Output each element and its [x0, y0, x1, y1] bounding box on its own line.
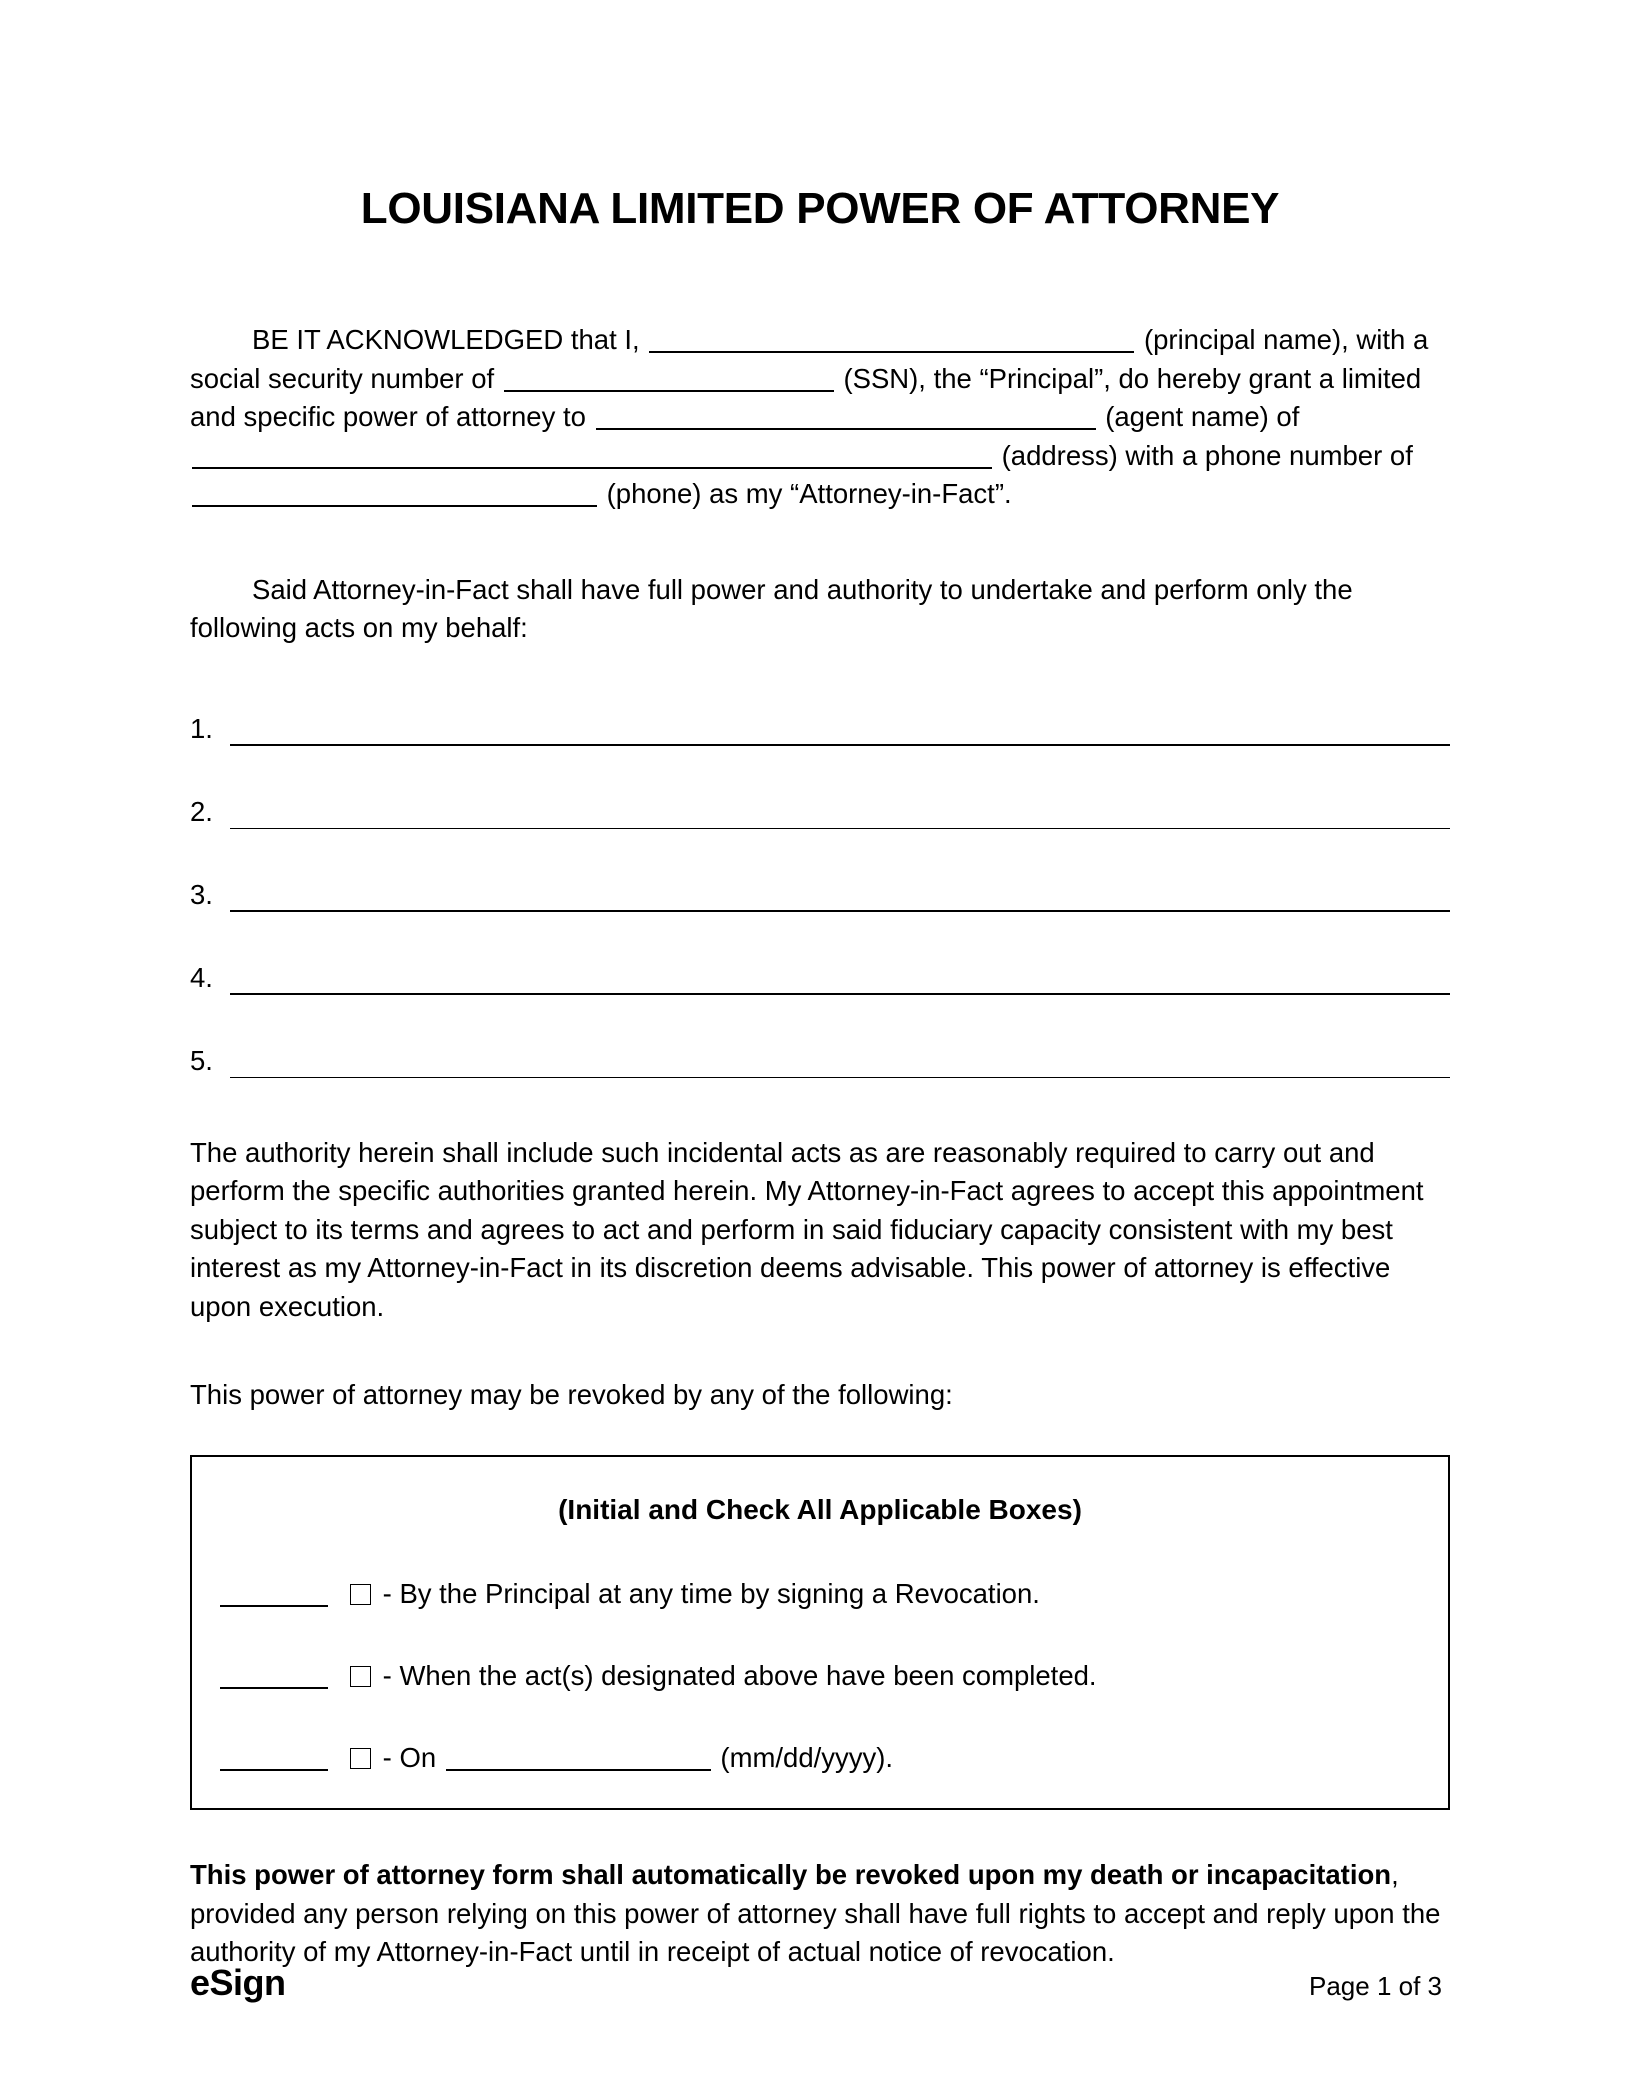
revocation-option-row — [218, 1656, 1422, 1696]
ack-segment-5: (address) with a phone number of — [1001, 439, 1413, 471]
initial-blank[interactable] — [220, 1743, 328, 1771]
act-number: 5. — [190, 1044, 213, 1076]
page-number: Page 1 of 3 — [1309, 1971, 1442, 2001]
initial-blank[interactable] — [220, 1661, 328, 1689]
act-item — [190, 712, 1450, 746]
checkbox-icon[interactable] — [350, 1748, 371, 1769]
revocation-option-label: - By the Principal at any time by signing a Revocation. — [382, 1578, 1040, 1610]
said-attorney-text: Said Attorney-in-Fact shall have full power and authority to undertake and perform only the following acts on my behalf: — [190, 573, 1353, 644]
act-blank-line[interactable] — [230, 1054, 1450, 1078]
act-number: 4. — [190, 961, 213, 993]
checkbox-icon[interactable] — [350, 1584, 371, 1605]
initial-blank[interactable] — [220, 1579, 328, 1607]
revocation-date-blank[interactable] — [446, 1743, 711, 1771]
esign-logo: eSign — [190, 1962, 286, 2003]
ack-segment-2: (principal name), with a social security number of — [190, 324, 1429, 394]
act-blank-line[interactable] — [230, 887, 1450, 912]
checkbox-icon[interactable] — [350, 1666, 371, 1687]
death-clause-paragraph — [190, 1856, 1450, 1972]
acts-list — [190, 712, 1450, 1078]
principal-name-blank[interactable] — [649, 325, 1134, 353]
death-clause-rest: , provided any person relying on this power of attorney shall have full rights to accept and reply upon the authority of my Attorney-in-Fact until in receipt of actual notice of revocation. — [190, 1859, 1441, 1968]
revocation-option-row — [218, 1738, 1422, 1778]
authority-paragraph: The authority herein shall include such incidental acts as are reasonably required to carry out and perform the specific authorities granted herein. My Attorney-in-Fact agrees to accept this appointment subject to its terms and agrees to act and perform in said fiduciary capacity consistent with my best interest as my Attorney-in-Fact in its discretion deems advisable. This power of attorney is effective upon execution. — [190, 1136, 1424, 1322]
revocation-option-label-after: (mm/dd/yyyy). — [720, 1742, 894, 1774]
revocation-option-label: - When the act(s) designated above have been completed. — [382, 1660, 1097, 1692]
ack-segment-6: (phone) as my “Attorney-in-Fact”. — [606, 478, 1012, 510]
act-item — [190, 878, 1450, 912]
page-footer — [190, 1962, 1442, 2004]
death-clause-bold: This power of attorney form shall automatically be revoked upon my death or incapacitation — [190, 1859, 1392, 1891]
act-item — [190, 1044, 1450, 1078]
revocation-box-title: (Initial and Check All Applicable Boxes) — [558, 1493, 1082, 1525]
said-attorney-paragraph — [190, 571, 1450, 648]
act-blank-line[interactable] — [230, 970, 1450, 995]
agent-phone-blank[interactable] — [192, 479, 597, 507]
revocation-option-row — [218, 1574, 1422, 1614]
act-blank-line[interactable] — [230, 721, 1450, 746]
document-content — [190, 0, 1450, 1972]
act-number: 3. — [190, 878, 213, 910]
page-title: LOUISIANA LIMITED POWER OF ATTORNEY — [360, 184, 1280, 233]
acknowledgement-paragraph — [190, 321, 1450, 514]
ssn-blank[interactable] — [504, 364, 834, 392]
agent-address-blank[interactable] — [192, 441, 992, 469]
act-item — [190, 795, 1450, 829]
ack-segment-3: (SSN), the “Principal”, do hereby grant a limited and specific power of attorney to — [190, 362, 1422, 433]
ack-segment-4: (agent name) of — [1105, 401, 1300, 433]
agent-name-blank[interactable] — [596, 402, 1096, 430]
revocation-box — [190, 1455, 1450, 1811]
act-blank-line[interactable] — [230, 805, 1450, 829]
ack-segment-1: BE IT ACKNOWLEDGED that I, — [252, 324, 640, 356]
act-item — [190, 961, 1450, 995]
revocation-option-label-before: - On — [382, 1742, 437, 1774]
act-number: 1. — [190, 712, 213, 744]
revocation-intro: This power of attorney may be revoked by any of the following: — [190, 1379, 953, 1411]
act-number: 2. — [190, 795, 213, 827]
